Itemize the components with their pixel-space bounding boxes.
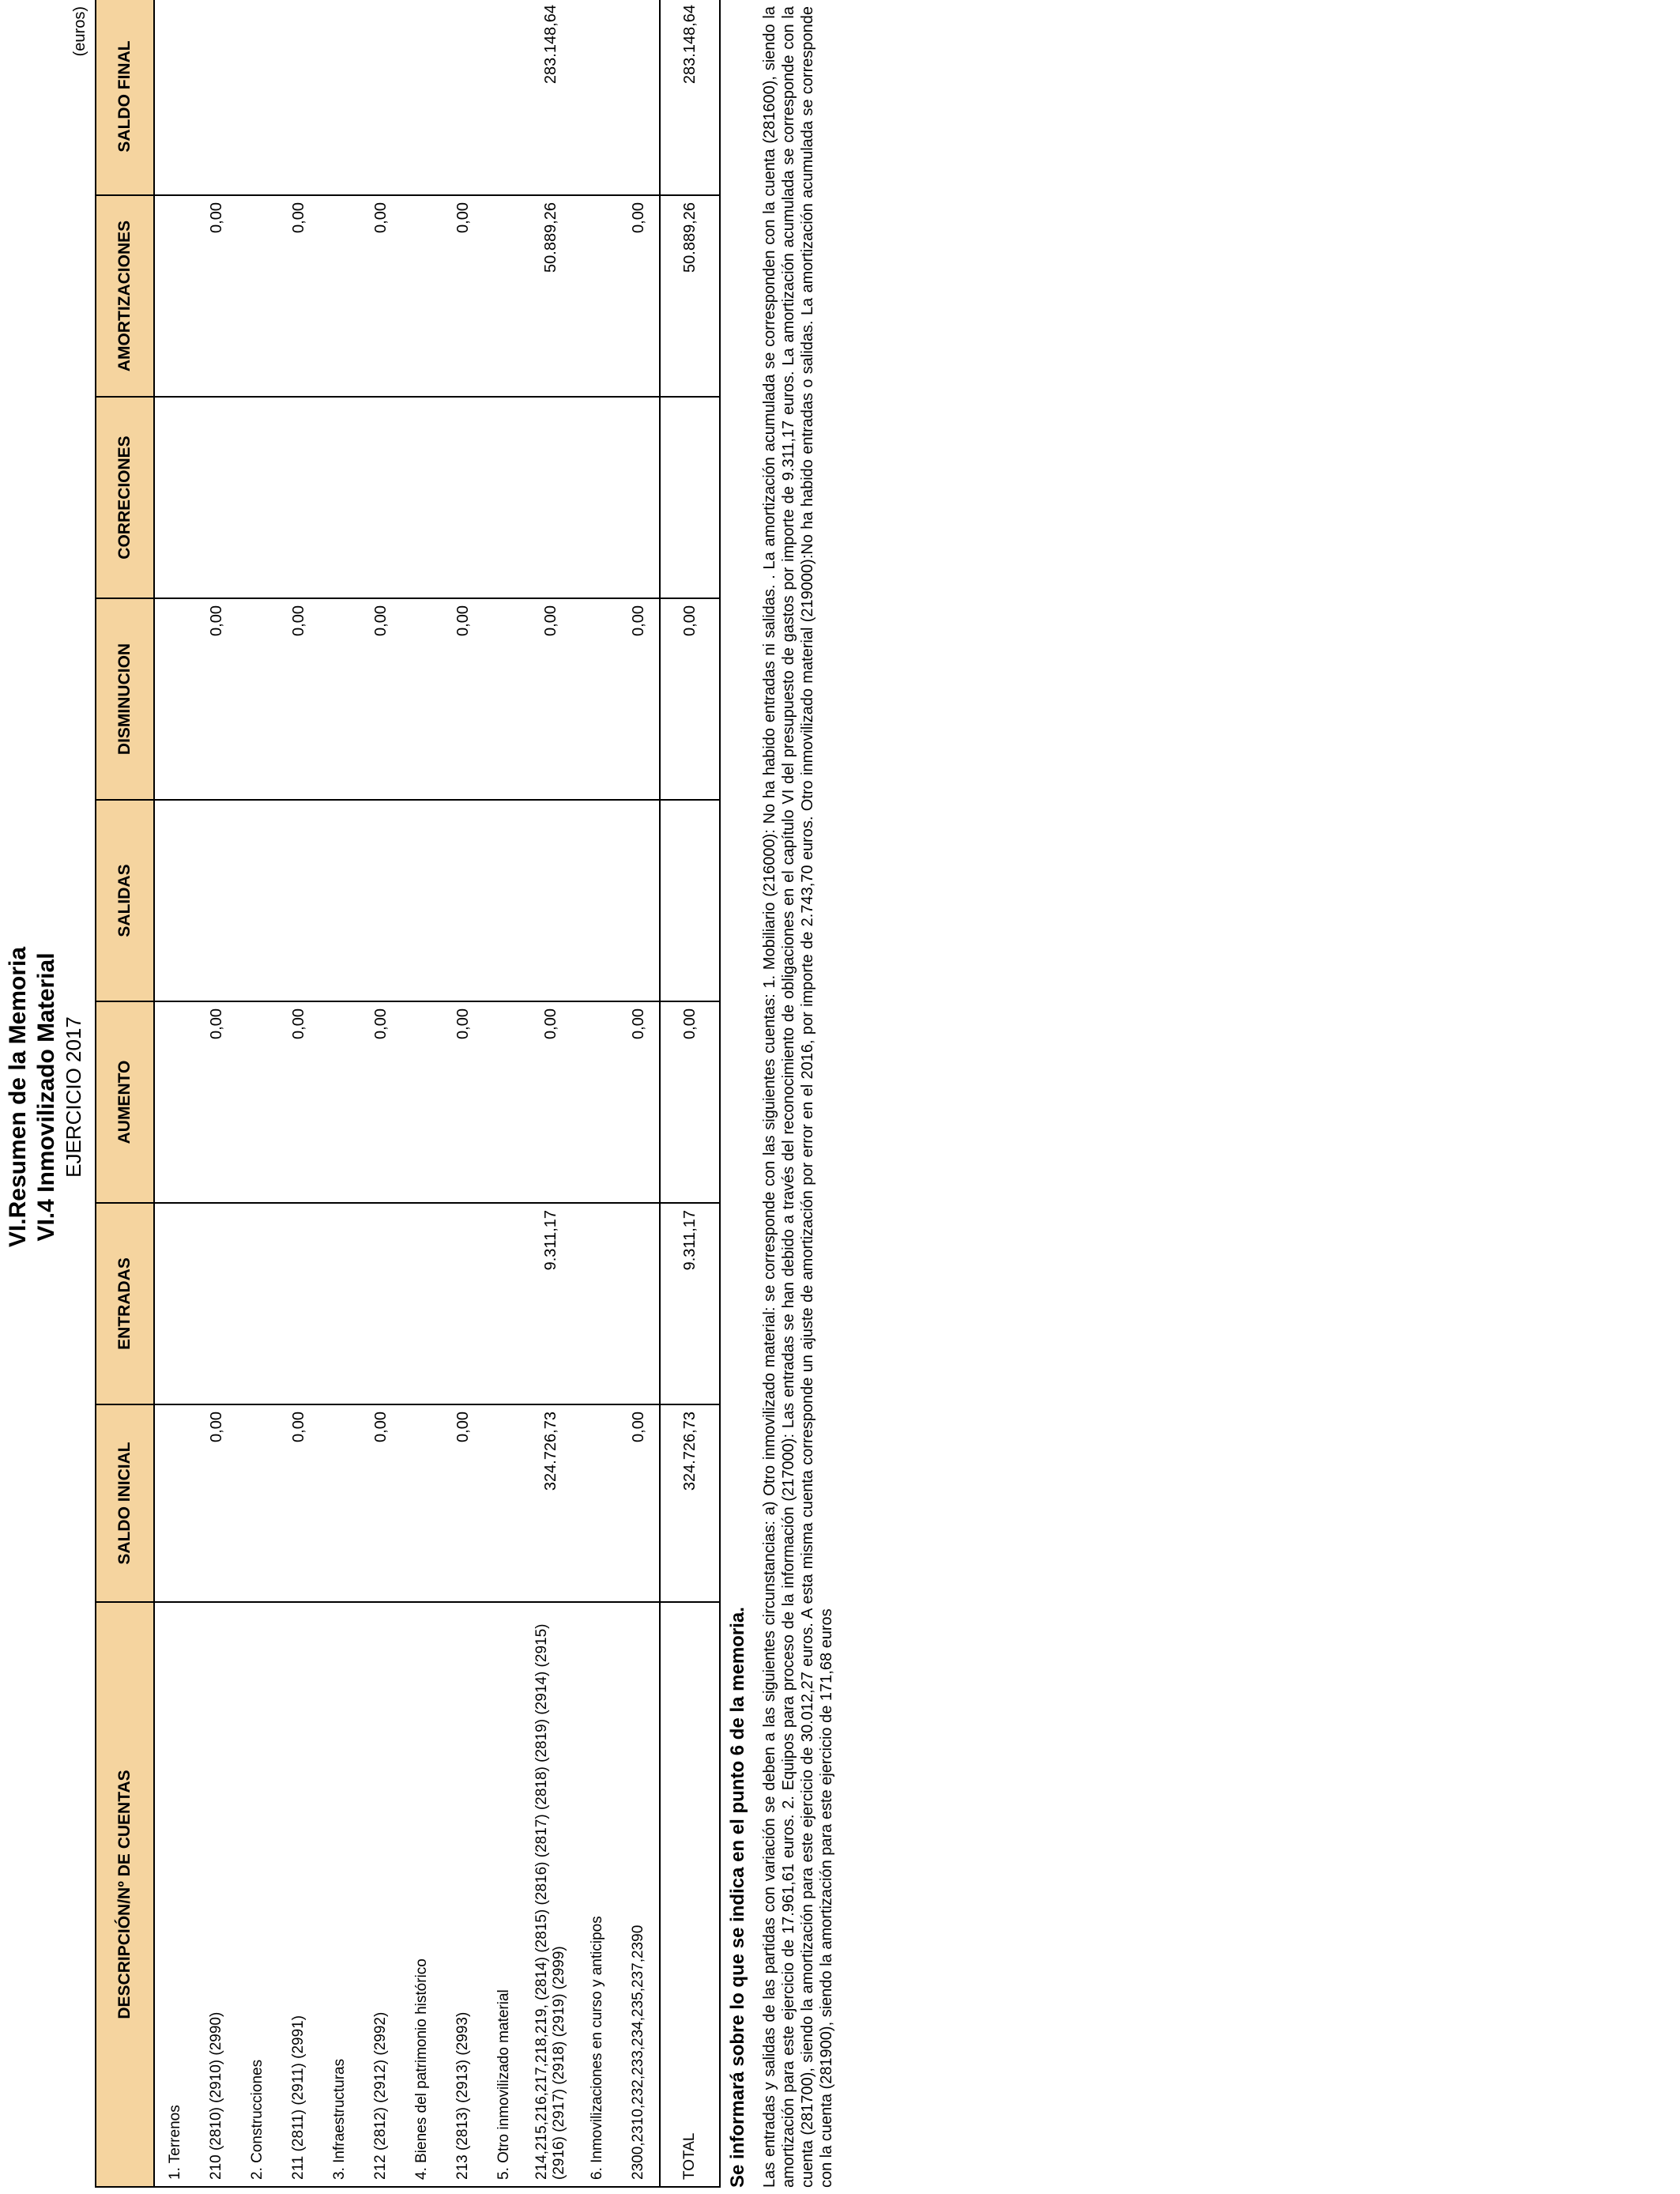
cell-entradas <box>319 1203 360 1404</box>
cell-entradas <box>278 1203 319 1404</box>
cell-saldo-inicial: 0,00 <box>443 1404 484 1602</box>
cell-amortizaciones: 0,00 <box>360 195 401 397</box>
cell-saldo-final <box>484 0 525 195</box>
cell-entradas <box>618 1203 660 1404</box>
cell-correciones <box>618 397 660 598</box>
cell-entradas <box>484 1203 525 1404</box>
cell-total-amortizaciones: 50.889,26 <box>660 195 720 397</box>
table-row <box>154 0 196 2187</box>
cell-saldo-final <box>196 0 237 195</box>
col-header-salidas: SALIDAS <box>96 800 154 1001</box>
cell-correciones <box>484 397 525 598</box>
cell-salidas <box>525 800 577 1001</box>
cell-aumento: 0,00 <box>196 1001 237 1203</box>
cell-correciones <box>154 397 196 598</box>
cell-salidas <box>319 800 360 1001</box>
col-header-aumento: AUMENTO <box>96 1001 154 1203</box>
cell-saldo-final <box>319 0 360 195</box>
cell-disminucion <box>577 598 618 800</box>
cell-amortizaciones: 0,00 <box>618 195 660 397</box>
cell-disminucion <box>154 598 196 800</box>
cell-saldo-inicial: 0,00 <box>618 1404 660 1602</box>
cell-total-entradas: 9.311,17 <box>660 1203 720 1404</box>
cell-aumento <box>401 1001 443 1203</box>
cell-aumento: 0,00 <box>525 1001 577 1203</box>
cell-correciones <box>443 397 484 598</box>
cell-salidas <box>154 800 196 1001</box>
table-row <box>319 0 360 2187</box>
cell-total-saldo-final: 283.148,64 <box>660 0 720 195</box>
table-row <box>443 0 484 2187</box>
cell-entradas <box>196 1203 237 1404</box>
cell-disminucion: 0,00 <box>443 598 484 800</box>
report-title: VI.Resumen de la Memoria <box>5 946 31 1248</box>
cell-desc: 4. Bienes del patrimonio histórico <box>401 1602 443 2187</box>
cell-aumento: 0,00 <box>443 1001 484 1203</box>
cell-saldo-inicial: 0,00 <box>196 1404 237 1602</box>
cell-disminucion: 0,00 <box>196 598 237 800</box>
cell-amortizaciones <box>237 195 278 397</box>
table-row <box>618 0 660 2187</box>
cell-saldo-final <box>154 0 196 195</box>
cell-saldo-inicial: 0,00 <box>278 1404 319 1602</box>
table-row <box>278 0 319 2187</box>
cell-saldo-final <box>618 0 660 195</box>
cell-amortizaciones: 50.889,26 <box>525 195 577 397</box>
cell-total-disminucion: 0,00 <box>660 598 720 800</box>
cell-amortizaciones: 0,00 <box>196 195 237 397</box>
col-header-saldo-final: SALDO FINAL <box>96 0 154 195</box>
cell-disminucion <box>484 598 525 800</box>
table-row <box>237 0 278 2187</box>
cell-disminucion: 0,00 <box>360 598 401 800</box>
cell-salidas <box>443 800 484 1001</box>
cell-disminucion <box>401 598 443 800</box>
cell-saldo-inicial <box>484 1404 525 1602</box>
cell-salidas <box>196 800 237 1001</box>
cell-aumento: 0,00 <box>278 1001 319 1203</box>
col-header-correciones: CORRECIONES <box>96 397 154 598</box>
cell-salidas <box>577 800 618 1001</box>
cell-saldo-final <box>401 0 443 195</box>
cell-amortizaciones: 0,00 <box>443 195 484 397</box>
note-heading: Se informará sobre lo que se indica en el punto 6 de la memoria. <box>727 1607 748 2188</box>
cell-correciones <box>577 397 618 598</box>
cell-entradas <box>360 1203 401 1404</box>
cell-correciones <box>319 397 360 598</box>
table-row <box>196 0 237 2187</box>
cell-salidas <box>401 800 443 1001</box>
cell-disminucion: 0,00 <box>278 598 319 800</box>
col-header-disminucion: DISMINUCION <box>96 598 154 800</box>
cell-entradas <box>154 1203 196 1404</box>
cell-saldo-inicial <box>154 1404 196 1602</box>
cell-correciones <box>196 397 237 598</box>
cell-aumento: 0,00 <box>618 1001 660 1203</box>
table-row <box>401 0 443 2187</box>
cell-amortizaciones <box>484 195 525 397</box>
cell-amortizaciones <box>154 195 196 397</box>
cell-salidas <box>278 800 319 1001</box>
cell-salidas <box>360 800 401 1001</box>
cell-disminucion: 0,00 <box>525 598 577 800</box>
cell-desc: 210 (2810) (2910) (2990) <box>196 1602 237 2187</box>
cell-saldo-final <box>360 0 401 195</box>
cell-correciones <box>237 397 278 598</box>
cell-amortizaciones: 0,00 <box>278 195 319 397</box>
cell-total-correciones <box>660 397 720 598</box>
cell-amortizaciones <box>319 195 360 397</box>
cell-saldo-inicial: 0,00 <box>360 1404 401 1602</box>
cell-desc: 2. Construcciones <box>237 1602 278 2187</box>
table-row <box>484 0 525 2187</box>
cell-desc: 214,215,216,217,218,219, (2814) (2815) (2816) (2817) (2818) (2819) (2914) (2915) (2916) (2917) (2918) (2919) (2999) <box>525 1602 577 2187</box>
cell-desc: 2300,2310,232,233,234,235,237,2390 <box>618 1602 660 2187</box>
note-body: Las entradas y salidas de las partidas con variación se deben a las siguientes circunstancias: a) Otro inmovilizado material: se corresponde con las siguientes cuentas: 1. Mobiliario (216000): No ha habido entradas ni salidas. . La amortización acumulada se corresponden con la cuenta (281600), siendo la amortización para este ejercicio de 17.961,61 euros. 2. Equipos para proceso de la información (217000): Las entradas se han debido a través del reconocimiento de obligaciones en el capítulo VI del presupuesto de gastos por importe de 9.311,17 euros. La amortización acumulada se corresponde con la cuenta (281700), siendo la amortización para este ejercicio de 30.012,27 euros. A esta misma cuenta corresponde un ajuste de amortización por error en el 2016, por importe de 2.743,70 euros. Otro inmovilizado material (219000):No ha habido entradas o salidas. La amortización acumulada se corresponde con la cuenta (281900), siendo la amortización para este ejercicio de 171,68 euros <box>761 6 835 2188</box>
cell-salidas <box>484 800 525 1001</box>
total-row <box>660 0 720 2187</box>
cell-total-label: TOTAL <box>660 1602 720 2187</box>
cell-total-aumento: 0,00 <box>660 1001 720 1203</box>
cell-total-saldo-inicial: 324.726,73 <box>660 1404 720 1602</box>
cell-amortizaciones <box>577 195 618 397</box>
cell-saldo-final <box>237 0 278 195</box>
cell-desc: 213 (2813) (2913) (2993) <box>443 1602 484 2187</box>
cell-saldo-inicial <box>401 1404 443 1602</box>
cell-aumento <box>154 1001 196 1203</box>
table-header-row <box>96 0 154 2187</box>
cell-saldo-final: 283.148,64 <box>525 0 577 195</box>
col-header-entradas: ENTRADAS <box>96 1203 154 1404</box>
cell-aumento <box>484 1001 525 1203</box>
cell-saldo-final <box>278 0 319 195</box>
cell-saldo-inicial <box>319 1404 360 1602</box>
table-row <box>525 0 577 2187</box>
cell-entradas <box>401 1203 443 1404</box>
cell-total-salidas <box>660 800 720 1001</box>
inmovilizado-table <box>95 0 721 2188</box>
col-header-amortizaciones: AMORTIZACIONES <box>96 195 154 397</box>
cell-entradas <box>443 1203 484 1404</box>
section-title: VI.4 Inmovilizado Material <box>33 952 59 1242</box>
cell-aumento <box>319 1001 360 1203</box>
cell-correciones <box>278 397 319 598</box>
unit-label: (euros) <box>71 6 89 57</box>
col-header-desc: DESCRIPCIÓN/Nº DE CUENTAS <box>96 1602 154 2187</box>
cell-salidas <box>618 800 660 1001</box>
cell-salidas <box>237 800 278 1001</box>
cell-aumento: 0,00 <box>360 1001 401 1203</box>
cell-entradas: 9.311,17 <box>525 1203 577 1404</box>
col-header-saldo-inicial: SALDO INICIAL <box>96 1404 154 1602</box>
cell-saldo-inicial: 324.726,73 <box>525 1404 577 1602</box>
cell-entradas <box>237 1203 278 1404</box>
cell-desc: 1. Terrenos <box>154 1602 196 2187</box>
cell-saldo-final <box>577 0 618 195</box>
cell-aumento <box>237 1001 278 1203</box>
table-row <box>360 0 401 2187</box>
exercise-title: EJERCICIO 2017 <box>62 1016 85 1178</box>
cell-desc: 6. Inmovilizaciones en curso y anticipos <box>577 1602 618 2187</box>
cell-desc: 3. Infraestructuras <box>319 1602 360 2187</box>
cell-disminucion: 0,00 <box>618 598 660 800</box>
cell-saldo-inicial <box>237 1404 278 1602</box>
cell-amortizaciones <box>401 195 443 397</box>
cell-entradas <box>577 1203 618 1404</box>
table-row <box>577 0 618 2187</box>
cell-correciones <box>525 397 577 598</box>
cell-saldo-final <box>443 0 484 195</box>
cell-desc: 5. Otro inmovilizado material <box>484 1602 525 2187</box>
cell-saldo-inicial <box>577 1404 618 1602</box>
cell-disminucion <box>237 598 278 800</box>
cell-correciones <box>401 397 443 598</box>
cell-disminucion <box>319 598 360 800</box>
cell-desc: 211 (2811) (2911) (2991) <box>278 1602 319 2187</box>
cell-correciones <box>360 397 401 598</box>
cell-aumento <box>577 1001 618 1203</box>
cell-desc: 212 (2812) (2912) (2992) <box>360 1602 401 2187</box>
